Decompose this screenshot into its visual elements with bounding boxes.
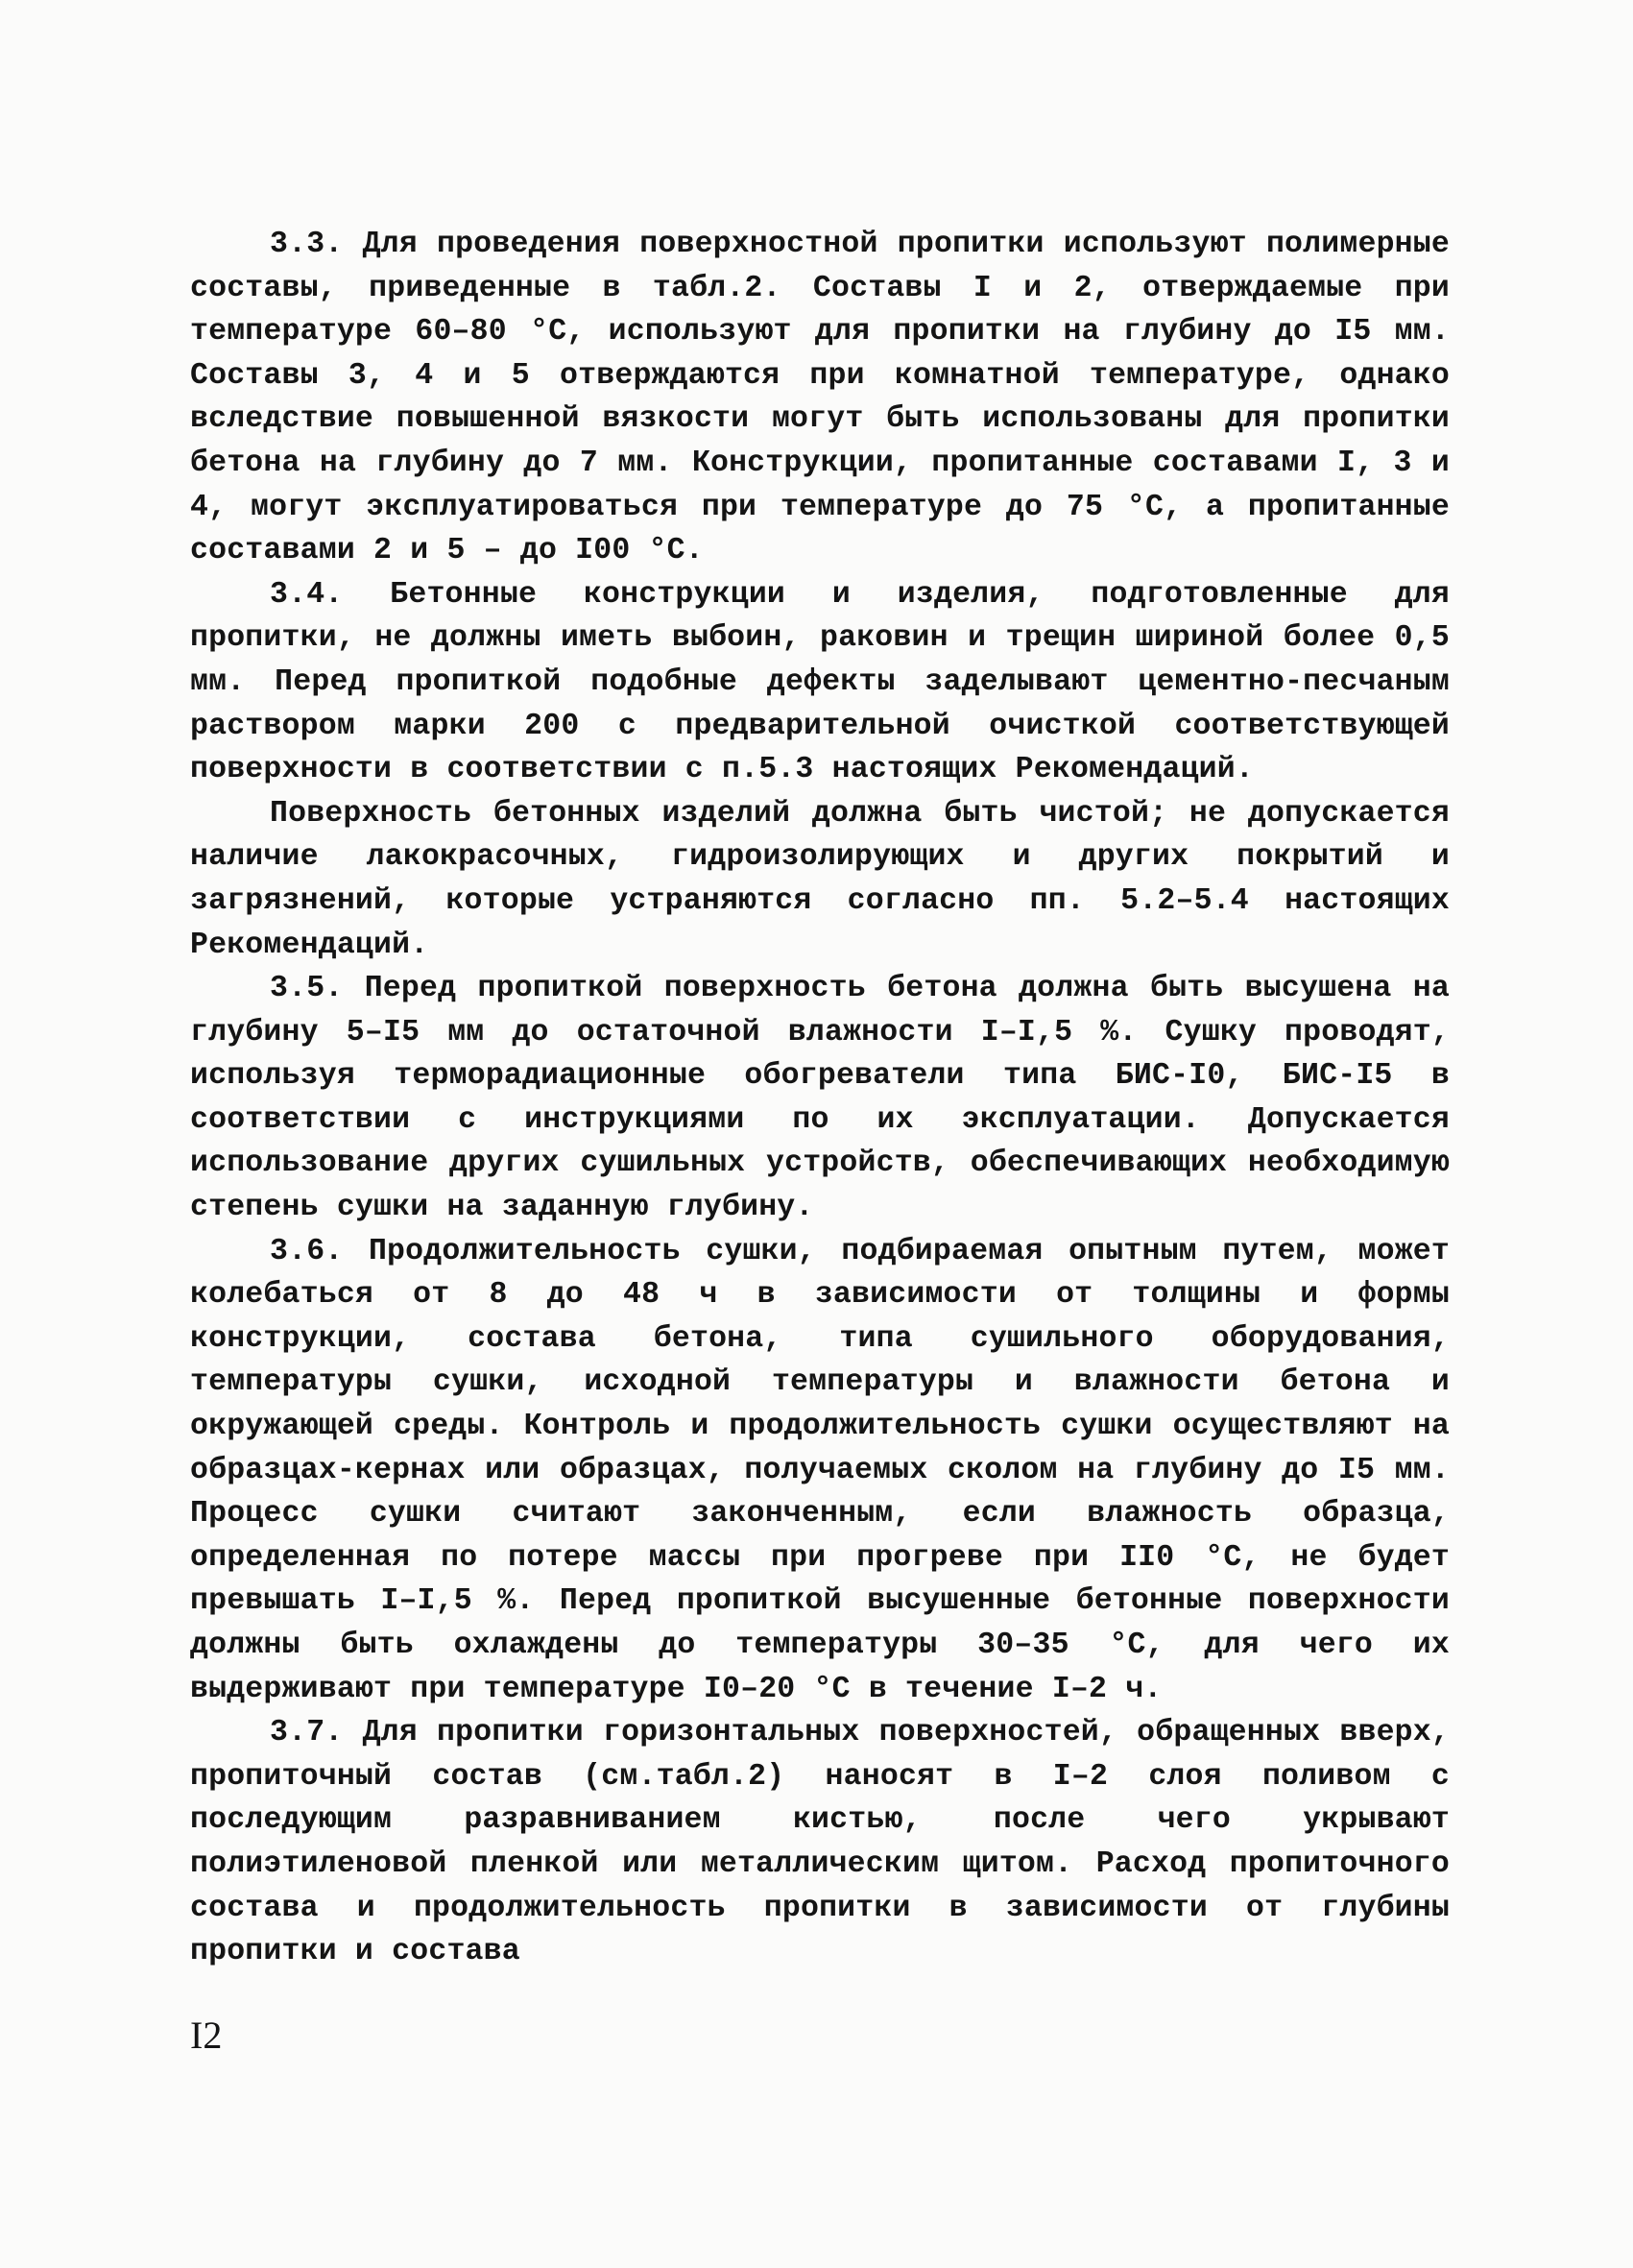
paragraph-3-3: 3.3. Для проведения поверхностной пропитки используют полимерные составы, приведенные в табл.2. Составы I и 2, отверждаемые при температуре 60–80 °С, используют для пропитки на глубину до I5 мм. Составы 3, 4 и 5 отверждаются при комнатной температуре, однако вследствие повышенной вязкости могут быть использованы для пропитки бетона на глубину до 7 мм. Конструкции, пропитанные составами I, 3 и 4, могут эксплуатироваться при температуре до 75 °С, а пропитанные составами 2 и 5 – до I00 °С. — [190, 228, 1450, 568]
paragraph-3-4: 3.4. Бетонные конструкции и изделия, подготовленные для пропитки, не должны иметь выбоин, раковин и трещин шириной более 0,5 мм. Перед пропиткой подобные дефекты заделывают цементно-песчаным раствором марки 200 с предварительной очисткой соответствующей поверхности в соответствии с п.5.3 настоящих Рекомендаций. — [190, 577, 1450, 787]
paragraph-3-7: 3.7. Для пропитки горизонтальных поверхностей, обращенных вверх, пропиточный состав (см.табл.2) наносят в I–2 слоя поливом с последующим разравниванием кистью, после чего укрывают полиэтиленовой пленкой или металлическим щитом. Расход пропиточного состава и продолжительность пропитки в зависимости от глубины пропитки и состава — [190, 1716, 1450, 1969]
paragraph-3-6: 3.6. Продолжительность сушки, подбираемая опытным путем, может колебаться от 8 до 48 ч в зависимости от толщины и формы конструкции, состава бетона, типа сушильного оборудования, температуры сушки, исходной температуры и влажности бетона и окружающей среды. Контроль и продолжительность сушки осуществляют на образцах-кернах или образцах, получаемых сколом на глубину до I5 мм. Процесс сушки считают законченным, если влажность образца, определенная по потере массы при прогреве при II0 °С, не будет превышать I–I,5 %. Перед пропиткой высушенные бетонные поверхности должны быть охлаждены до температуры 30–35 °С, для чего их выдерживают при температуре I0–20 °С в течение I–2 ч. — [190, 1234, 1450, 1706]
paragraph-3-5: 3.5. Перед пропиткой поверхность бетона должна быть высушена на глубину 5–I5 мм до остаточной влажности I–I,5 %. Сушку проводят, используя терморадиационные обогреватели типа БИС-I0, БИС-I5 в соответствии с инструкциями по их эксплуатации. Допускается использование других сушильных устройств, обеспечивающих необходимую степень сушки на заданную глубину. — [190, 972, 1450, 1225]
paragraph-3-4-surface: Поверхность бетонных изделий должна быть чистой; не допускается наличие лакокрасочных, гидроизолирующих и других покрытий и загрязнений, которые устраняются согласно пп. 5.2–5.4 настоящих Рекомендаций. — [190, 796, 1450, 962]
page-number: I2 — [190, 2014, 223, 2057]
body-text — [190, 223, 1450, 1974]
